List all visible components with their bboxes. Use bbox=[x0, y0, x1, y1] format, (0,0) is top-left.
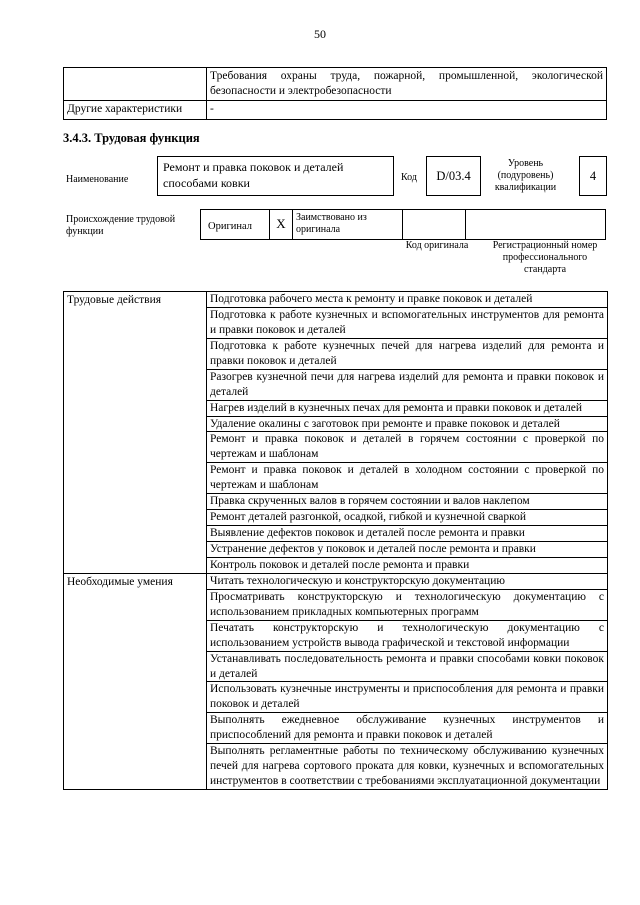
section-item: Выполнять ежедневное обслуживание кузнечных инструментов и приспособлений для ремонта и правки поковок и деталей bbox=[207, 713, 608, 744]
section-item: Подготовка к работе кузнечных печей для нагрева изделий для ремонта и правки поковок и деталей bbox=[207, 338, 608, 369]
qualification-level: 4 bbox=[579, 156, 607, 196]
level-label: Уровень (подуровень) квалификации bbox=[494, 158, 557, 193]
table-row bbox=[64, 573, 608, 589]
section-item: Правка скрученных валов в горячем состоянии и валов наклепом bbox=[207, 494, 608, 510]
section-item: Устанавливать последовательность ремонта и правки способами ковки поковок и деталей bbox=[207, 651, 608, 682]
section-item: Контроль поковок и деталей после ремонта и правки bbox=[207, 557, 608, 573]
reg-number-label: Регистрационный номер профессионального стандарта bbox=[492, 240, 598, 275]
characteristics-table bbox=[63, 67, 607, 120]
code-original-label: Код оригинала bbox=[405, 240, 469, 251]
section-item: Ремонт деталей разгонкой, осадкой, гибкой и кузнечной сваркой bbox=[207, 510, 608, 526]
section-item: Печатать конструкторскую и технологическую документацию с использованием устройств вывода графической и текстовой информации bbox=[207, 620, 608, 651]
row-value: - bbox=[207, 101, 607, 119]
origin-row bbox=[201, 209, 606, 240]
original-label: Оригинал bbox=[200, 209, 270, 240]
original-mark: X bbox=[269, 209, 293, 240]
section-item: Подготовка к работе кузнечных и вспомогательных инструментов для ремонта и правки поковок и деталей bbox=[207, 307, 608, 338]
row-label bbox=[64, 68, 207, 101]
row-label: Другие характеристики bbox=[64, 101, 207, 119]
table-row bbox=[64, 68, 607, 101]
row-value: Требования охраны труда, пожарной, промышленной, экологической безопасности и электробезопасности bbox=[207, 68, 607, 101]
table-row bbox=[64, 101, 607, 119]
section-item: Удаление окалины с заготовок при ремонте и правке поковок и деталей bbox=[207, 416, 608, 432]
section-item: Выявление дефектов поковок и деталей после ремонта и правки bbox=[207, 526, 608, 542]
section-item: Читать технологическую и конструкторскую документацию bbox=[207, 573, 608, 589]
borrowed-label: Заимствовано из оригинала bbox=[292, 209, 403, 240]
function-details-table bbox=[63, 291, 608, 790]
table-row bbox=[64, 292, 608, 308]
code-label: Код bbox=[401, 172, 417, 183]
page-number: 50 bbox=[314, 27, 326, 41]
reg-number-cell bbox=[465, 209, 606, 240]
section-item: Ремонт и правка поковок и деталей в горячем состоянии с проверкой по чертежам и шаблонам bbox=[207, 432, 608, 463]
section-item: Устранение дефектов у поковок и деталей после ремонта и правки bbox=[207, 542, 608, 558]
function-code: D/03.4 bbox=[426, 156, 481, 196]
section-item: Просматривать конструкторскую и технологическую документацию с использованием прикладных компьютерных программ bbox=[207, 589, 608, 620]
section-title: 3.4.3. Трудовая функция bbox=[63, 131, 200, 145]
section-category: Трудовые действия bbox=[64, 292, 207, 574]
section-item: Разогрев кузнечной печи для нагрева изделий для ремонта и правки поковок и деталей bbox=[207, 369, 608, 400]
section-item: Ремонт и правка поковок и деталей в холодном состоянии с проверкой по чертежам и шаблонам bbox=[207, 463, 608, 494]
origin-label: Происхождение трудовой функции bbox=[66, 214, 176, 237]
code-original-cell bbox=[402, 209, 466, 240]
section-category: Необходимые умения bbox=[64, 573, 207, 789]
section-item: Подготовка рабочего места к ремонту и правке поковок и деталей bbox=[207, 292, 608, 308]
name-label: Наименование bbox=[66, 174, 129, 185]
section-item: Использовать кузнечные инструменты и приспособления для ремонта и правки поковок и деталей bbox=[207, 682, 608, 713]
section-item: Выполнять регламентные работы по техническому обслуживанию кузнечных печей для нагрева сортового проката для ковки, кузнечных и вспомогательных инструментов в соответствии с требованиями эксплуатационной документации bbox=[207, 744, 608, 790]
section-item: Нагрев изделий в кузнечных печах для ремонта и правки поковок и деталей bbox=[207, 400, 608, 416]
function-name: Ремонт и правка поковок и деталей способами ковки bbox=[157, 156, 394, 196]
